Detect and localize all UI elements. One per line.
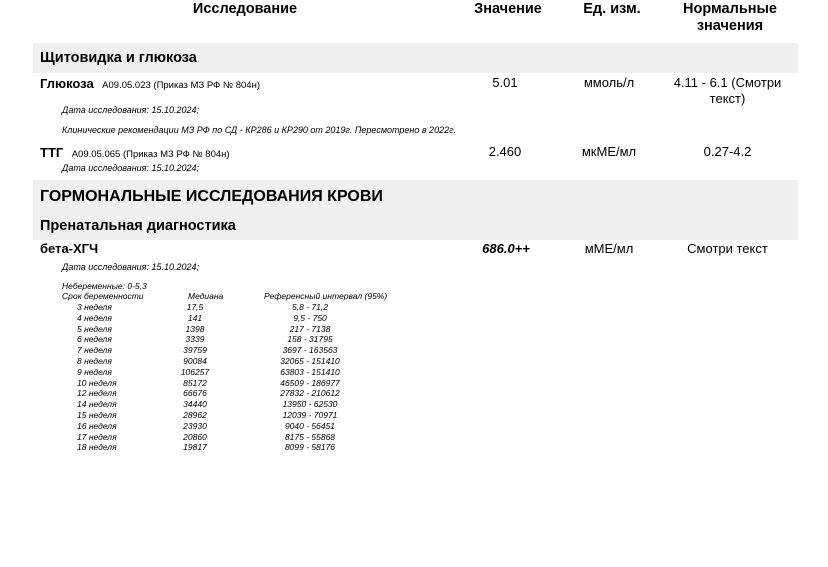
row-reference: 12039 - 70971 [282, 410, 338, 420]
header-normal-line2: значения [696, 18, 764, 34]
glucose-norm [655, 75, 800, 107]
hcg-col-median: Медиана [188, 291, 224, 301]
table-row [0, 432, 420, 443]
ttg-date: Дата исследования: 15.10.2024; [62, 163, 200, 173]
row-term: 17 неделя [77, 431, 117, 442]
table-row [0, 313, 420, 324]
row-reference: 32065 - 151410 [280, 356, 340, 366]
row-reference: 9,5 - 750 [293, 312, 327, 323]
ttg-label [40, 144, 230, 162]
row-median: 66676 [183, 388, 207, 399]
hcg-value: 686.0++ [482, 241, 530, 256]
row-median: 1398 [185, 323, 205, 334]
row-term: 6 неделя [77, 334, 112, 345]
table-row [0, 378, 420, 389]
ttg-value: 2.460 [488, 144, 522, 159]
hcg-norm: Смотри текст [687, 241, 768, 256]
row-reference: 13950 - 62530 [282, 399, 338, 410]
table-row [0, 442, 420, 453]
table-row [0, 302, 420, 313]
row-term: 3 неделя [77, 302, 112, 312]
row-term: 10 неделя [77, 377, 117, 388]
glucose-norm-line2: текст) [709, 91, 746, 106]
header-normal-line1: Нормальные [683, 1, 777, 17]
ttg-norm: 0.27-4.2 [703, 144, 752, 159]
row-median: 34440 [183, 399, 207, 410]
row-term: 15 неделя [77, 410, 117, 420]
glucose-note: Клинические рекомендации МЗ РФ по СД - КР286 и КР290 от 2019г. Пересмотрено в 2022г. [62, 125, 457, 135]
glucose-value: 5.01 [492, 75, 518, 90]
row-reference: 27832 - 210612 [280, 388, 340, 399]
row-median: 39759 [183, 345, 207, 356]
row-reference: 3697 - 163563 [282, 345, 338, 356]
glucose-unit: ммоль/л [583, 75, 635, 90]
ttg-unit: мкМЕ/мл [581, 144, 637, 159]
hcg-name: бета-ХГЧ [40, 241, 99, 256]
hcg-col-term: Срок беременности [62, 291, 144, 301]
row-reference: 63803 - 151410 [280, 366, 340, 377]
row-reference: 9040 - 56451 [284, 420, 336, 431]
table-row [0, 345, 420, 356]
row-reference: 46509 - 186977 [280, 377, 340, 388]
hcg-nonpregnant: Небеременные: 0-5,3 [62, 281, 147, 291]
row-reference: 217 - 7138 [289, 323, 331, 334]
row-term: 8 неделя [77, 356, 112, 366]
row-term: 4 неделя [77, 312, 112, 323]
row-median: 106257 [180, 366, 210, 377]
row-median: 28962 [183, 410, 207, 420]
header-research: Исследование [192, 1, 298, 17]
section-title-thyroid: Щитовидка и глюкоза [40, 50, 197, 66]
glucose-date: Дата исследования: 15.10.2024; [62, 105, 200, 115]
row-median: 90084 [183, 356, 207, 366]
row-reference: 8099 - 58176 [284, 442, 336, 453]
table-row [0, 367, 420, 378]
row-term: 7 неделя [77, 345, 112, 356]
hcg-date: Дата исследования: 15.10.2024; [62, 262, 200, 272]
table-row [0, 421, 420, 432]
header-normal [660, 1, 800, 35]
row-term: 18 неделя [77, 442, 117, 453]
row-median: 19817 [183, 442, 207, 453]
section-subtitle-prenatal: Пренатальная диагностика [40, 218, 236, 234]
row-median: 23930 [183, 420, 207, 431]
table-row [0, 334, 420, 345]
ttg-code: А09.05.065 (Приказ МЗ РФ № 804н) [71, 149, 230, 160]
glucose-norm-line1: 4.11 - 6.1 (Смотри [673, 75, 782, 90]
table-row [0, 324, 420, 335]
row-term: 5 неделя [77, 323, 112, 334]
row-term: 16 неделя [77, 420, 117, 431]
glucose-label [40, 75, 260, 93]
row-reference: 158 - 31795 [287, 334, 333, 345]
table-row [0, 388, 420, 399]
row-median: 85172 [183, 377, 207, 388]
row-median: 17,5 [186, 302, 204, 312]
row-reference: 5,8 - 71,2 [292, 302, 328, 312]
row-reference: 8175 - 55868 [284, 431, 336, 442]
row-term: 9 неделя [77, 366, 112, 377]
hcg-unit: мМЕ/мл [584, 241, 634, 256]
table-row [0, 399, 420, 410]
table-row [0, 410, 420, 421]
row-median: 3339 [185, 334, 205, 345]
row-term: 14 неделя [77, 399, 117, 410]
row-median: 141 [187, 312, 203, 323]
header-unit: Ед. изм. [583, 1, 641, 17]
row-median: 20860 [183, 431, 207, 442]
header-value: Значение [474, 1, 542, 17]
glucose-code: А09.05.023 (Приказ МЗ РФ № 804н) [102, 80, 261, 91]
hcg-col-ref: Референсный интервал (95%) [264, 291, 388, 301]
ttg-name: ТТГ [40, 145, 64, 160]
row-term: 12 неделя [77, 388, 117, 399]
section-title-hormones: ГОРМОНАЛЬНЫЕ ИССЛЕДОВАНИЯ КРОВИ [40, 188, 383, 205]
table-row [0, 356, 420, 367]
glucose-name: Глюкоза [40, 76, 94, 91]
